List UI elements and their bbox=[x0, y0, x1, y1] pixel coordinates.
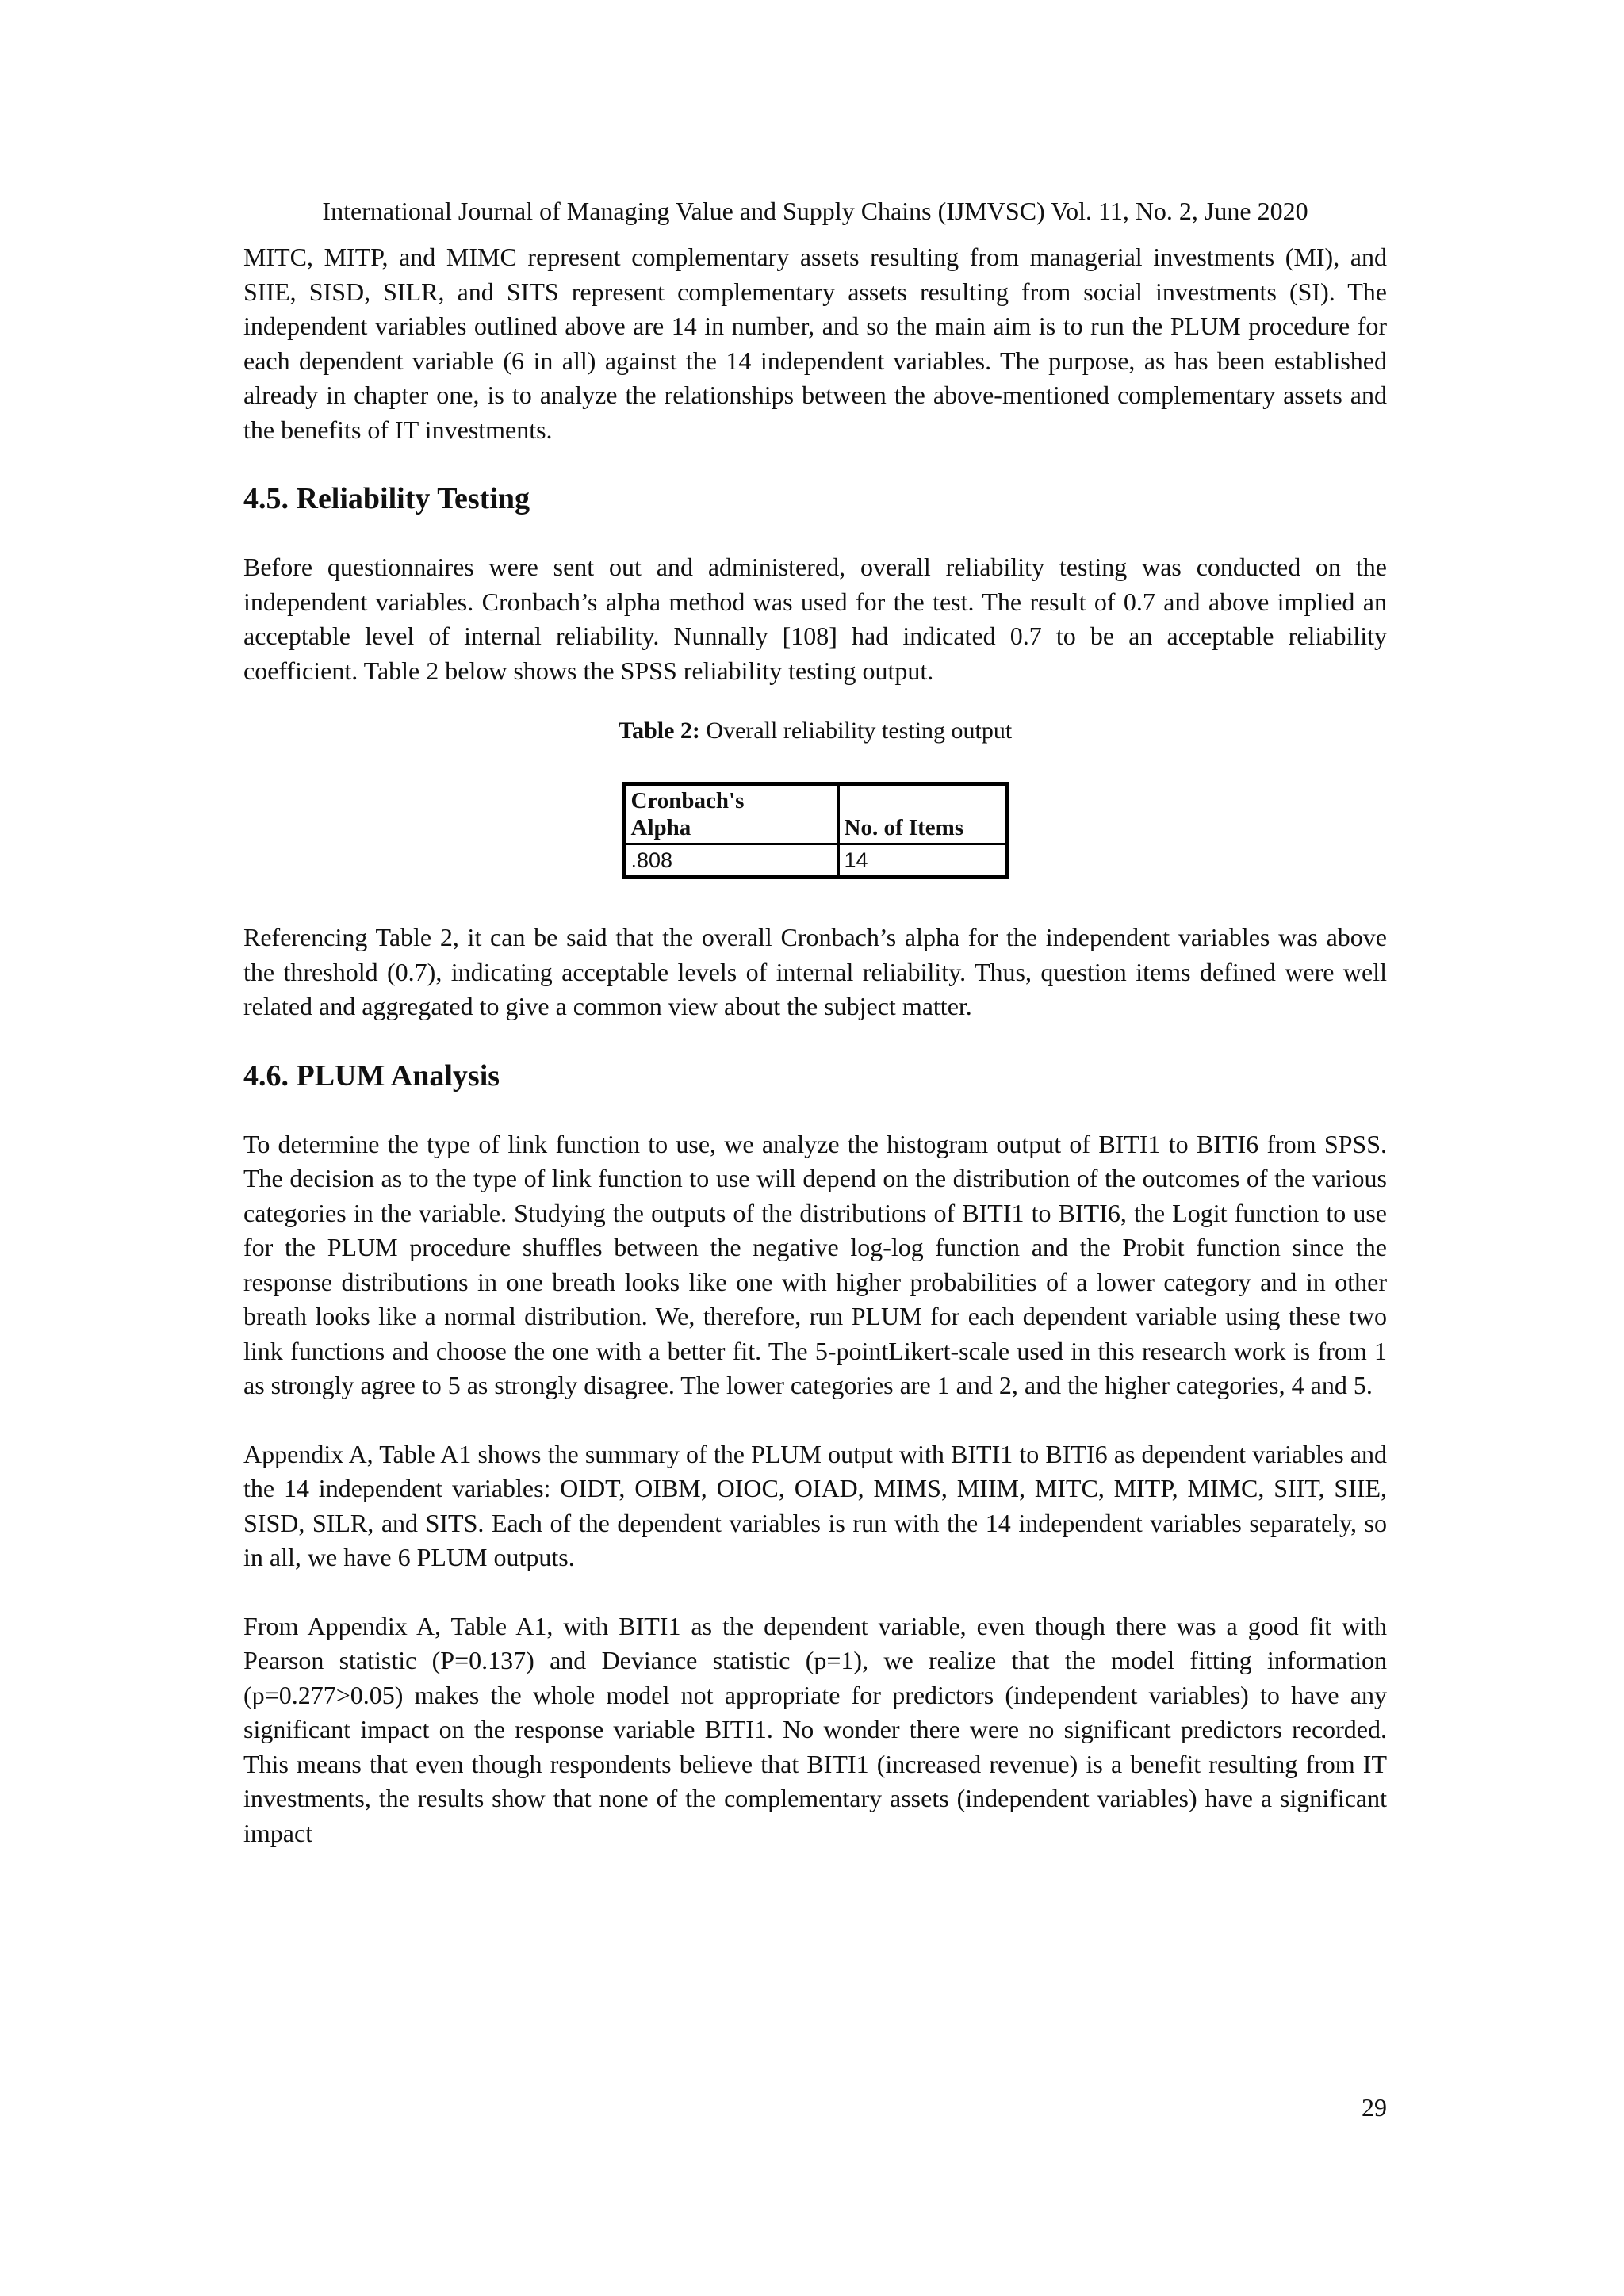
cell-alpha-value: .808 bbox=[624, 844, 838, 878]
paragraph-appendix-summary: Appendix A, Table A1 shows the summary of the PLUM output with BITI1 to BITI6 as dependent variables and the 14 independent variables: OIDT, OIBM, OIOC, OIAD, MIMS, MIIM, MITC, MITP, MIMC, SIIT, SIIE, SISD, SILR, and SITS. Each of the dependent variables is run with the 14 independent variables separately, so in all, we have 6 PLUM outputs. bbox=[243, 1439, 1387, 1571]
cell-items-value: 14 bbox=[838, 844, 1006, 878]
col-header-no-of-items: No. of Items bbox=[838, 784, 1006, 844]
section-heading-reliability: 4.5. Reliability Testing bbox=[243, 482, 530, 515]
page-number: 29 bbox=[1362, 2093, 1387, 2122]
running-header: International Journal of Managing Value and Supply Chains (IJMVSC) Vol. 11, No. 2, June 2020 bbox=[322, 197, 1308, 225]
paragraph-reliability: Before questionnaires were sent out and administered, overall reliability testing was conducted on the independent variables. Cronbach’s alpha method was used for the test. The result of 0.7 and above implied an acceptable level of internal reliability. Nunnally [108] had indicated 0.7 to be an acceptable reliability coefficient. Table 2 below shows the SPSS reliability testing output. bbox=[243, 553, 1387, 685]
paragraph-table-discussion: Referencing Table 2, it can be said that the overall Cronbach’s alpha for the independent variables was above the threshold (0.7), indicating acceptable levels of internal reliability. Thus, question items defined were well related and aggregated to give a common view about the subject matter. bbox=[243, 923, 1387, 1020]
section-heading-plum: 4.6. PLUM Analysis bbox=[243, 1058, 500, 1093]
paragraph-intro: MITC, MITP, and MIMC represent complementary assets resulting from managerial investments (MI), and SIIE, SISD, SILR, and SITS represent complementary assets resulting from social investments (SI). The independent variables outlined above are 14 in number, and so the main aim is to run the PLUM procedure for each dependent variable (6 in all) against the 14 independent variables. The purpose, as has been established already in chapter one, is to analyze the relationships between the above-mentioned complementary assets and the benefits of IT investments. bbox=[243, 243, 1387, 444]
table-header-row bbox=[624, 784, 1006, 844]
paragraph-biti1-results: From Appendix A, Table A1, with BITI1 as the dependent variable, even though there was a good fit with Pearson statistic (P=0.137) and Deviance statistic (p=1), we realize that the model fitting information (p=0.277>0.05) makes the whole model not appropriate for predictors (independent variables) to have any significant impact on the response variable BITI1. No wonder there were no significant predictors recorded. This means that even though respondents believe that BITI1 (increased revenue) is a benefit resulting from IT investments, the results show that none of the complementary assets (independent variables) have a significant impact bbox=[243, 1611, 1387, 1847]
table-caption bbox=[243, 715, 1387, 747]
reliability-table bbox=[622, 782, 1009, 879]
body-text bbox=[243, 240, 1387, 1850]
col-header-cronbach-alpha: Cronbach's Alpha bbox=[624, 784, 838, 844]
table-caption-label: Table 2: bbox=[618, 718, 700, 744]
table-caption-text: Overall reliability testing output bbox=[699, 718, 1013, 744]
paper-page bbox=[243, 0, 1387, 2296]
table-row bbox=[624, 844, 1006, 878]
paragraph-link-function: To determine the type of link function to use, we analyze the histogram output of BITI1 to BITI6 from SPSS. The decision as to the type of link function to use will depend on the distribution of the outcomes of the various categories in the variable. Studying the outputs of the distributions of BITI1 to BITI6, the Logit function to use for the PLUM procedure shuffles between the negative log-log function and the Probit function since the response distributions in one breath looks like one with higher probabilities of a lower category and in other breath looks like a normal distribution. We, therefore, run PLUM for each dependent variable using these two link functions and choose the one with a better fit. The 5-pointLikert-scale used in this research work is from 1 as strongly agree to 5 as strongly disagree. The lower categories are 1 and 2, and the higher categories, 4 and 5. bbox=[243, 1129, 1387, 1399]
